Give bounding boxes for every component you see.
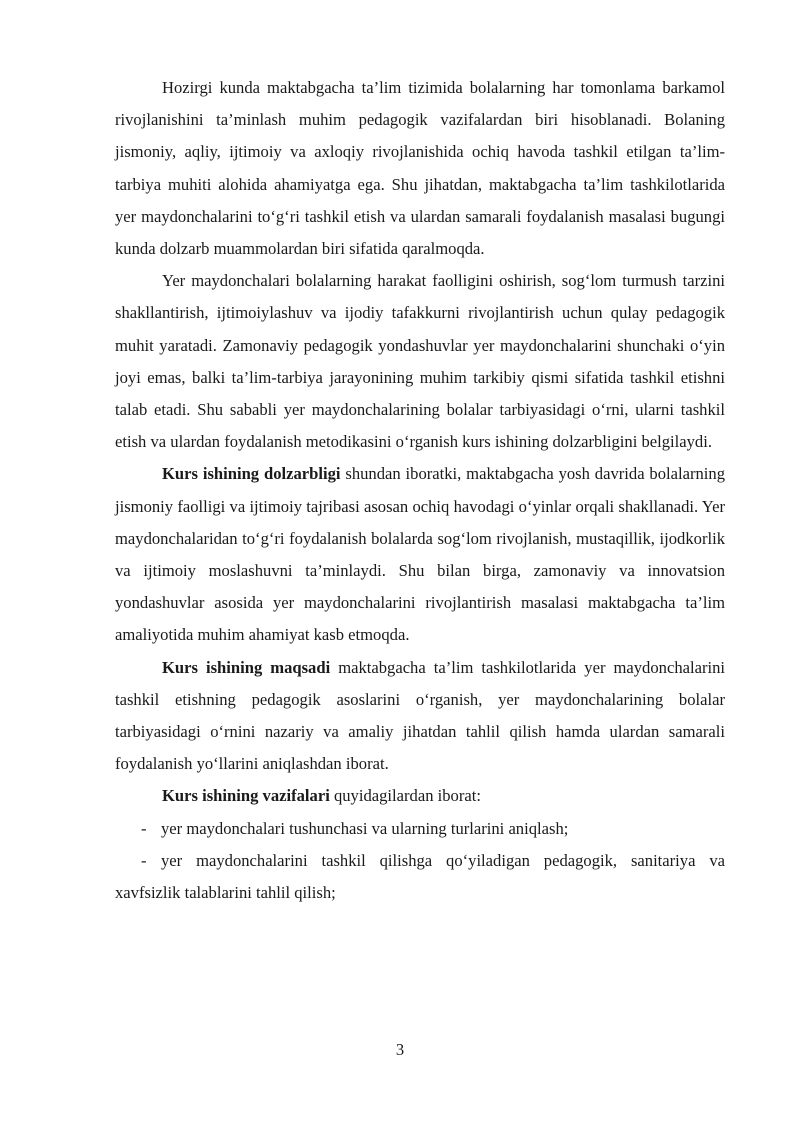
relevance-text: shundan iboratki, maktabgacha yosh davrida bolalarning jismoniy faolligi va ijtimoiy tajribasi asosan ochiq havodagi o‘yinlar orqali shakllanadi. Yer maydonchalaridan to‘g‘ri foydalanish bolalarda sog‘lom rivojlanish, mustaqillik, ijodkorlik va ijtimoiy moslashuvni ta’minlaydi. Shu bilan birga, zamonaviy va innovatsion yondashuvlar asosida yer maydonchalarini rivojlantirish masalasi maktabgacha ta’lim amaliyotida muhim ahamiyat kasb etmoqda. xyxy=(115,464,726,645)
list-item-text: yer maydonchalarini tashkil qilishga qo‘yiladigan pedagogik, sanitariya va xavfsizlik talablarini tahlil qilish; xyxy=(115,850,725,903)
paragraph-goal xyxy=(115,652,725,781)
list-item xyxy=(115,845,725,909)
paragraph-relevance xyxy=(115,458,725,651)
paragraph-introduction: Hozirgi kunda maktabgacha ta’lim tizimida bolalarning har tomonlama barkamol rivojlanishini ta’minlash muhim pedagogik vazifalardan biri hisoblanadi. Bolaning jismoniy, aqliy, ijtimoiy va axloqiy rivojlanishida ochiq havoda tashkil etilgan ta’lim-tarbiya muhiti alohida ahamiyatga ega. Shu jihatdan, maktabgacha ta’lim tashkilotlarida yer maydonchalarini to‘g‘ri tashkil etish va ulardan samarali foydalanish masalasi bugungi kunda dolzarb muammolardan biri sifatida qaralmoqda. xyxy=(115,78,725,259)
dash-bullet: - xyxy=(141,850,147,870)
goal-heading: Kurs ishining maqsadi xyxy=(162,657,331,677)
list-item-text: yer maydonchalari tushunchasi va ularning turlarini aniqlash; xyxy=(161,818,569,838)
goal-text: maktabgacha ta’lim tashkilotlarida yer maydonchalarini tashkil etishning pedagogik asoslarini o‘rganish, yer maydonchalarining bolalar tarbiyasidagi o‘rnini nazariy va amaliy jihatdan tahlil qilish hamda ulardan samarali foydalanish yo‘llarini aniqlashdan iborat. xyxy=(115,657,725,774)
list-item xyxy=(115,813,725,845)
paragraph-playground-role: Yer maydonchalari bolalarning harakat faolligini oshirish, sog‘lom turmush tarzini shakllantirish, ijtimoiylashuv va ijodiy tafakkurni rivojlantirish uchun qulay pedagogik muhit yaratadi. Zamonaviy pedagogik yondashuvlar yer maydonchalarini shunchaki o‘yin joyi emas, balki ta’lim-tarbiya jarayonining muhim tarkibiy qismi sifatida tashkil etishni talab etadi. Shu sababli yer maydonchalarining bolalar tarbiyasidagi o‘rni, ularni tashkil etish va ulardan foydalanish metodikasini o‘rganish kurs ishining dolzarbligini belgilaydi. xyxy=(115,271,725,452)
tasks-text: quyidagilardan iborat: xyxy=(329,786,481,806)
tasks-heading: Kurs ishining vazifalari xyxy=(162,786,330,806)
document-page xyxy=(115,72,725,909)
paragraph-tasks xyxy=(115,780,725,812)
relevance-heading: Kurs ishining dolzarbligi xyxy=(162,464,341,484)
page-number: 3 xyxy=(395,1040,405,1059)
dash-bullet: - xyxy=(141,818,147,838)
